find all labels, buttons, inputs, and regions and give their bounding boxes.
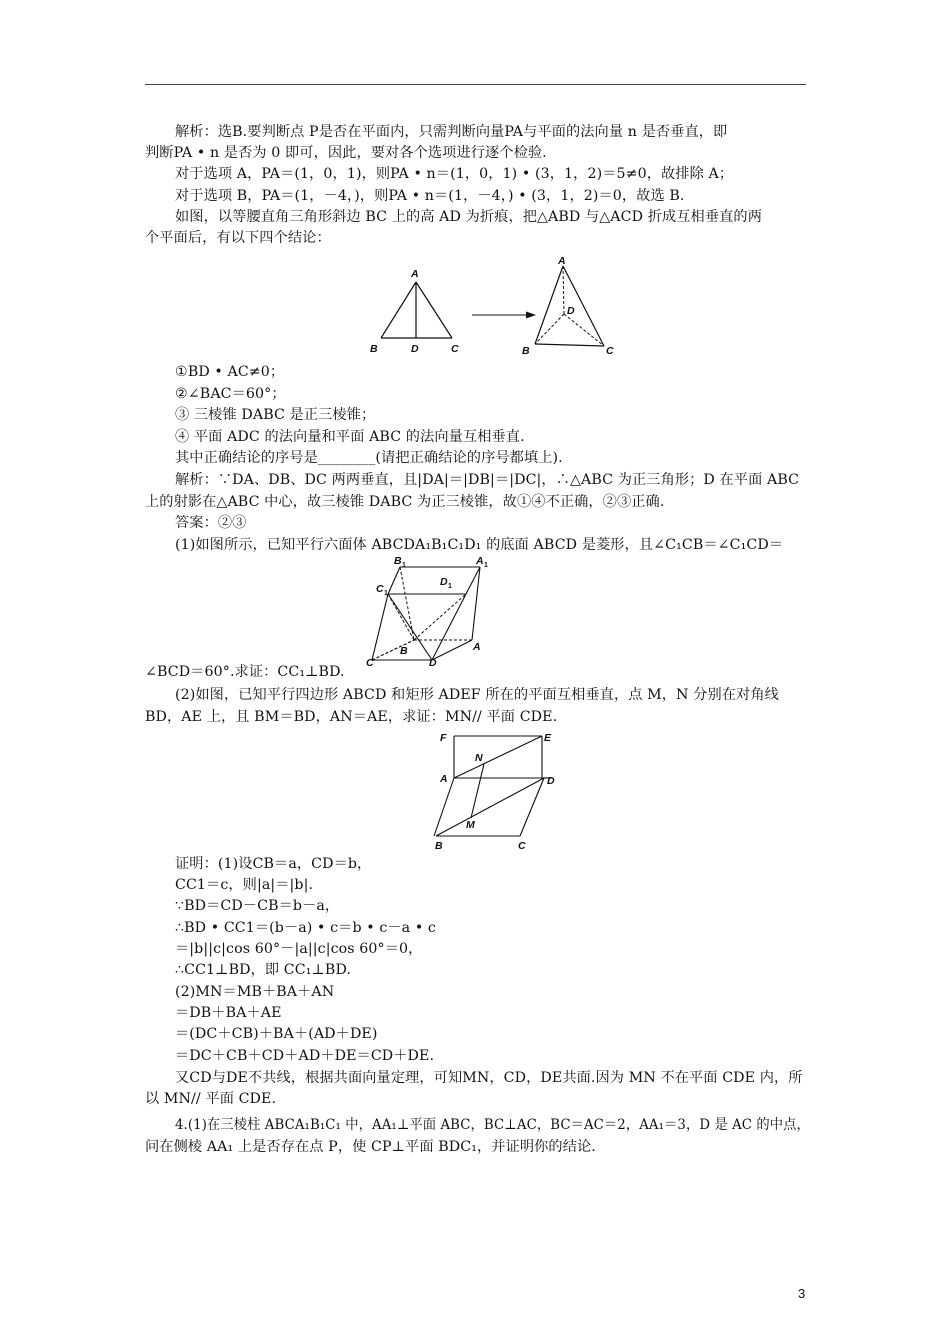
text-line: ∠BCD＝60°.求证：CC₁⊥BD. xyxy=(145,664,345,680)
arrow-icon xyxy=(526,312,536,319)
text-line: 对于选项 B，PA＝(1，－4，)，则PA • n＝(1，－4，) • (3，1，2)＝0，故选 B. xyxy=(175,188,685,204)
text-line: ＝(DC＋CB)＋BA＋(AD＋DE) xyxy=(175,1026,378,1042)
text-line: 答案：②③ xyxy=(175,515,247,531)
text-line: 其中正确结论的序号是________(请把正确结论的序号都填上). xyxy=(175,450,563,466)
label-D: D xyxy=(429,657,437,669)
label-A: A xyxy=(473,641,481,653)
text-line: (2)如图，已知平行四边形 ABCD 和矩形 ADEF 所在的平面互相垂直，点 M，N 分别在对角线 xyxy=(175,687,779,703)
text-line: BD，AE 上，且 BM＝BD，AN＝AE，求证：MN// 平面 CDE. xyxy=(145,709,558,725)
label-C: C xyxy=(366,657,374,669)
text-line: ＝DC＋CB＋CD＋AD＋DE＝CD＋DE. xyxy=(175,1048,435,1064)
text-line: ①BD • AC≠0； xyxy=(175,364,285,380)
label-M: M xyxy=(466,819,475,831)
label-sub: 1 xyxy=(448,583,452,590)
plane-figure xyxy=(436,728,560,850)
prism-figure xyxy=(366,554,496,669)
text-line: ＝DB＋BA＋AE xyxy=(175,1005,282,1021)
text-line: 上的射影在△ABC 中心，故三棱锥 DABC 为正三棱锥，故①④不正确，②③正确. xyxy=(145,494,665,510)
label-B1: B xyxy=(394,555,402,567)
text-line: ②∠BAC＝60°； xyxy=(175,386,286,402)
label-D: D xyxy=(411,343,419,355)
text-line: ∴CC1⊥BD，即 CC₁⊥BD. xyxy=(175,962,352,978)
label-D2: D xyxy=(567,305,575,317)
text-line: (1)如图所示，已知平行六面体 ABCDA₁B₁C₁D₁ 的底面 ABCD 是菱形，且∠C₁CB＝∠C₁CD＝ xyxy=(175,537,784,553)
label-B: B xyxy=(435,840,443,852)
text-line: 解析：选B.要判断点 P是否在平面内，只需判断向量PA与平面的法向量 n 是否垂直，即 xyxy=(175,124,728,140)
label-A: A xyxy=(411,268,419,280)
text-line: (2)MN＝MB＋BA＋AN xyxy=(175,984,335,1000)
label-F: F xyxy=(440,732,447,744)
header-rule xyxy=(145,84,806,85)
text-line: 又CD与DE不共线，根据共面向量定理，可知MN，CD，DE共面.因为 MN 不在平面 CDE 内，所 xyxy=(175,1070,803,1086)
label-B2: B xyxy=(522,345,530,357)
text-line: 对于选项 A，PA＝(1，0，1)，则PA • n＝(1，0，1) • (3，1，2)＝5≠0，故排除 A； xyxy=(175,166,734,182)
label-N: N xyxy=(475,752,483,764)
label-sub: 1 xyxy=(402,562,406,569)
label-C: C xyxy=(518,840,526,852)
label-A1: A xyxy=(476,555,484,567)
text-line: 以 MN// 平面 CDE. xyxy=(145,1091,277,1107)
page-number: 3 xyxy=(798,1286,806,1301)
label-B: B xyxy=(400,645,408,657)
text-line: ∵BD＝CD－CB＝b－a， xyxy=(175,898,340,914)
text-line: 解析：∵DA、DB、DC 两两垂直，且|DA|＝|DB|＝|DC|，∴△ABC 为正三角形；D 在平面 ABC xyxy=(175,472,800,488)
label-D1: D xyxy=(440,576,448,588)
label-A: A xyxy=(440,773,448,785)
fold-figure xyxy=(368,252,628,360)
text-line: ∴BD • CC1＝(b－a) • c＝b • c－a • c xyxy=(175,920,436,936)
label-C1: C xyxy=(376,583,384,595)
label-sub: 1 xyxy=(484,562,488,569)
text-line: CC1＝c，则|a|＝|b|. xyxy=(175,877,314,893)
text-line: 如图，以等腰直角三角形斜边 BC 上的高 AD 为折痕，把△ABD 与△ACD 折成互相垂直的两 xyxy=(175,209,762,225)
label-A2: A xyxy=(558,255,566,267)
text-line: 判断PA • n 是否为 0 即可，因此，要对各个选项进行逐个检验. xyxy=(145,145,547,161)
text-line: 个平面后，有以下四个结论： xyxy=(145,230,331,246)
text-line: 证明：(1)设CB＝a，CD＝b， xyxy=(175,856,372,872)
text-line: ③ 三棱锥 DABC 是正三棱锥； xyxy=(175,407,376,423)
text-line: 4.(1)在三棱柱 ABCA₁B₁C₁ 中，AA₁⊥平面 ABC，BC⊥AC，BC＝AC＝2，AA₁＝3，D 是 AC 的中点， xyxy=(175,1117,810,1133)
text-line: ④ 平面 ADC 的法向量和平面 ABC 的法向量互相垂直. xyxy=(175,429,525,445)
label-D: D xyxy=(547,775,555,787)
label-sub: 1 xyxy=(384,590,388,597)
text-line: ＝|b||c|cos 60°－|a||c|cos 60°＝0， xyxy=(175,941,423,957)
label-E: E xyxy=(544,732,552,744)
label-B: B xyxy=(370,343,378,355)
label-C2: C xyxy=(606,345,614,357)
text-line: 问在侧棱 AA₁ 上是否存在点 P，使 CP⊥平面 BDC₁，并证明你的结论. xyxy=(145,1139,596,1155)
label-C: C xyxy=(451,343,459,355)
